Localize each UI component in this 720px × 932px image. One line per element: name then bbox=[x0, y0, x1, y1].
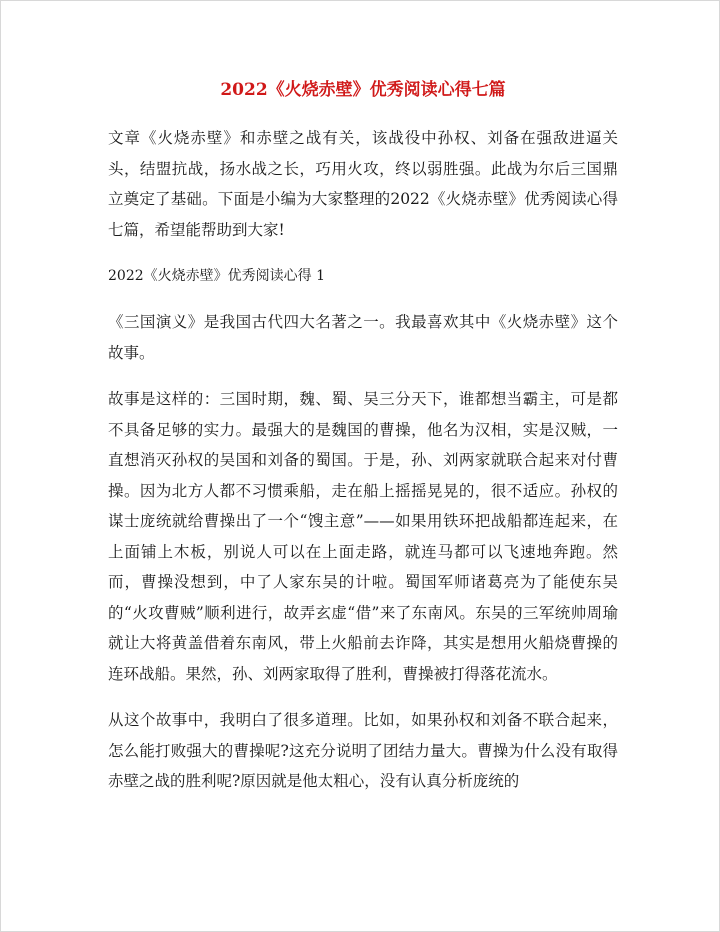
body-paragraph-1: 《三国演义》是我国古代四大名著之一。我最喜欢其中《火烧赤壁》这个故事。 bbox=[108, 313, 618, 362]
section-heading: 2022《火烧赤壁》优秀阅读心得 1 bbox=[108, 268, 325, 284]
body-paragraph-3: 从这个故事中，我明白了很多道理。比如，如果孙权和刘备不联合起来，怎么能打败强大的曹操呢?这充分说明了团结力量大。曹操为什么没有取得赤壁之战的胜利呢?原因就是他太粗心，没有认真分析庞统的 bbox=[108, 711, 618, 790]
document-body bbox=[108, 77, 618, 813]
intro-paragraph: 文章《火烧赤壁》和赤壁之战有关，该战役中孙权、刘备在强敌进逼关头，结盟抗战，扬水战之长，巧用火攻，终以弱胜强。此战为尔后三国鼎立奠定了基础。下面是小编为大家整理的2022《火烧赤壁》优秀阅读心得七篇，希望能帮助到大家! bbox=[108, 129, 618, 239]
body-paragraph-2: 故事是这样的：三国时期，魏、蜀、吴三分天下，谁都想当霸主，可是都不具备足够的实力。最强大的是魏国的曹操，他名为汉相，实是汉贼，一直想消灭孙权的吴国和刘备的蜀国。于是，孙、刘两家就联合起来对付曹操。因为北方人都不习惯乘船，走在船上摇摇晃晃的，很不适应。孙权的谋士庞统就给曹操出了一个“馊主意”——如果用铁环把战船都连起来，在上面铺上木板，别说人可以在上面走路，就连马都可以飞速地奔跑。然而，曹操没想到，中了人家东吴的计啦。蜀国军师诸葛亮为了能使东吴的“火攻曹贼”顺利进行，故弄玄虚“借”来了东南风。东吴的三军统帅周瑜就让大将黄盖借着东南风，带上火船前去诈降，其实是想用火船烧曹操的连环战船。果然，孙、刘两家取得了胜利，曹操被打得落花流水。 bbox=[108, 390, 618, 683]
document-title: 2022《火烧赤壁》优秀阅读心得七篇 bbox=[220, 80, 506, 100]
